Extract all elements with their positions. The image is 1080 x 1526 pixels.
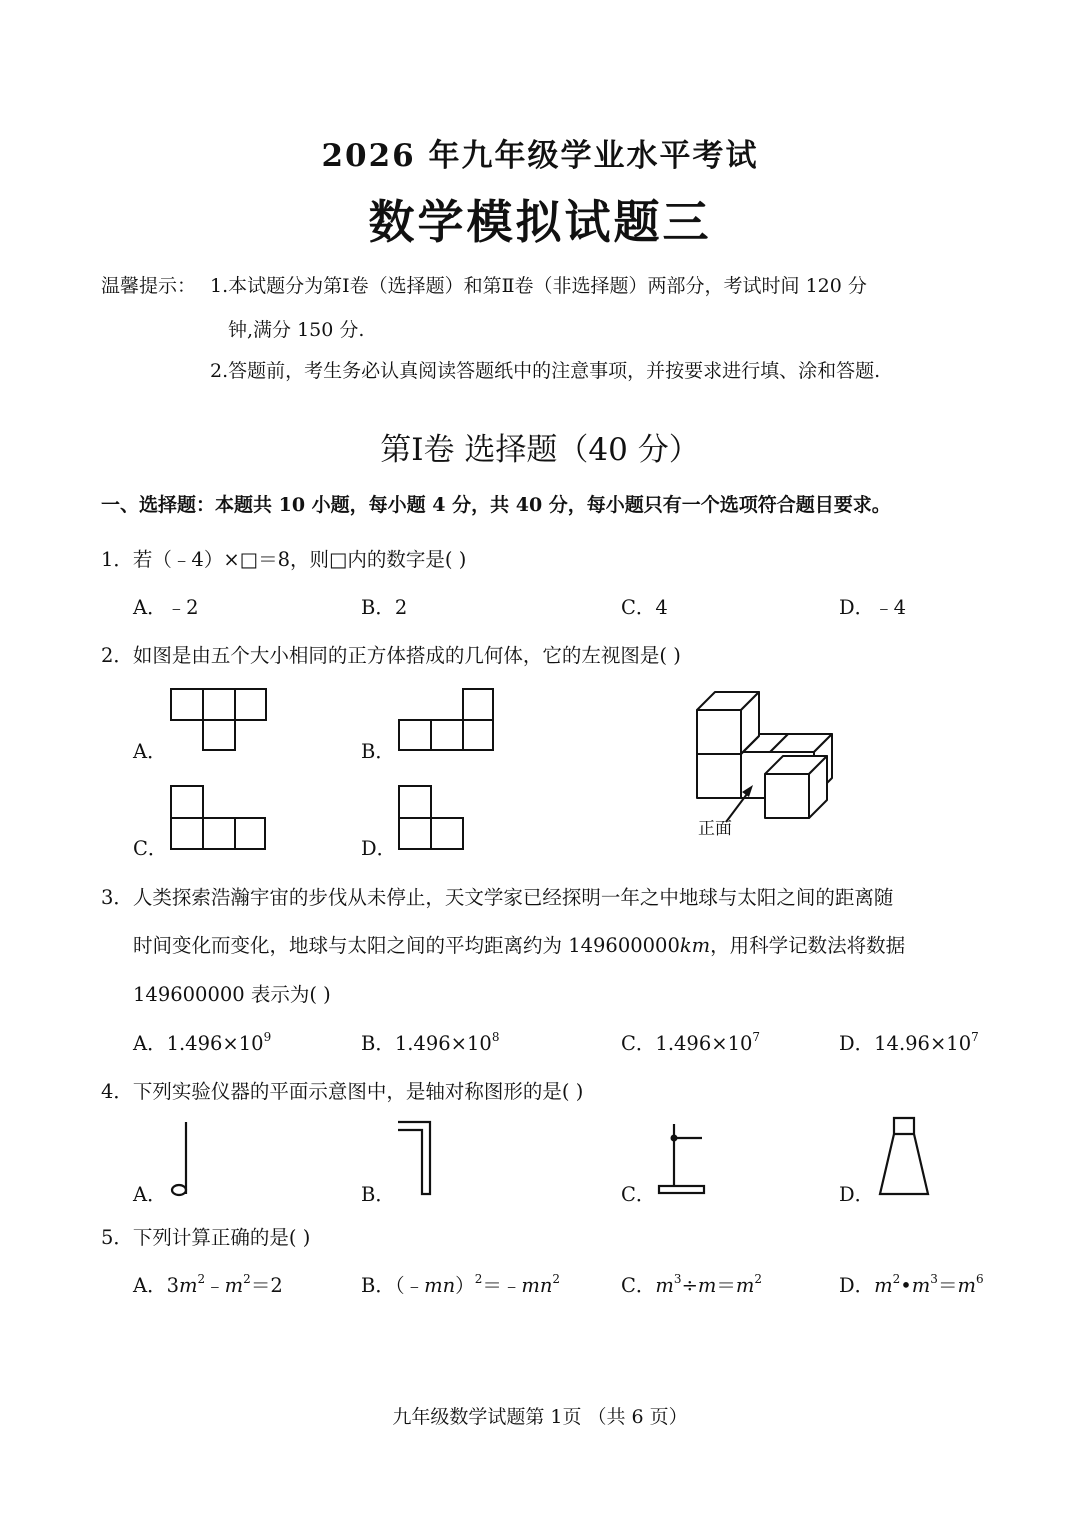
q4-instrument-c-figure [654,1120,714,1200]
q3-option-a: A．$1.496\times 10^9$ [133,1030,272,1055]
question-2-stem: 2．如图是由五个大小相同的正方体搭成的几何体，它的左视图是( ) [101,644,681,667]
q2-view-b-figure [398,688,496,752]
q4-option-a: A． [133,1183,167,1206]
section-title: 第Ⅰ卷 选择题（40 分） [380,432,700,468]
question-5-stem: 5．下列计算正确的是( ) [101,1226,311,1249]
notice-item-2: 2.答题前，考生务必认真阅读答题纸中的注意事项，并按要求进行填、涂和答题. [210,360,881,382]
question-1-stem: 1．若（﹣4）×□＝8，则□内的数字是( ) [101,548,467,571]
q2-view-a-figure [170,688,268,752]
q2-option-d: D． [361,837,397,860]
notice-item-1-cont: 钟,满分 150 分. [228,319,365,341]
question-3-stem-line1: 3．人类探索浩瀚宇宙的步伐从未停止，天文学家已经探明一年之中地球与太阳之间的距离随 [101,886,894,909]
exam-subtitle: 数学模拟试题三 [368,195,712,249]
notice-label: 温馨提示： [101,275,197,297]
q5-option-b: B．$(﹣mn)^2=﹣mn^2$ [361,1272,561,1297]
notice-item-1: 1.本试题分为第Ⅰ卷（选择题）和第Ⅱ卷（非选择题）两部分，考试时间 120 分 [210,275,867,297]
q1-option-d: D．﹣4 [839,596,907,619]
q2-option-c: C． [133,837,168,860]
q3-option-d: D．$14.96\times 10^7$ [839,1030,979,1055]
q2-option-a: A． [133,740,167,763]
q1-option-a: A．﹣2 [133,596,199,619]
q2-view-c-figure [170,785,268,851]
q3-option-b: B．$1.496\times 10^8$ [361,1030,500,1055]
question-3-stem-line2: 时间变化而变化，地球与太阳之间的平均距离约为 149600000km，用科学记数法将数据 [133,934,906,957]
page-footer: 九年级数学试题第 1页 （共 6 页） [392,1406,688,1428]
question-4-stem: 4．下列实验仪器的平面示意图中，是轴对称图形的是( ) [101,1080,584,1103]
q1-option-c: C．4 [621,596,668,619]
q1-option-b: B．2 [361,596,408,619]
question-3-stem-line3: 149600000 表示为( ) [133,983,331,1006]
q5-option-a: A．$3m^2﹣m^2=2$ [133,1272,283,1297]
q4-instrument-b-figure [396,1118,436,1198]
section-instruction: 一、选择题：本题共 10 小题，每小题 4 分，共 40 分，每小题只有一个选项符合题目要求。 [101,494,891,516]
q4-instrument-d-figure [874,1114,936,1200]
q4-option-b: B． [361,1183,395,1206]
exam-title: 2026 年九年级学业水平考试 [321,138,759,174]
q2-option-b: B． [361,740,395,763]
q5-option-d: D．$m^2•m^3=m^6$ [839,1272,984,1297]
q5-option-c: C．$m^3\div m=m^2$ [621,1272,763,1297]
q2-view-d-figure [398,785,466,851]
q4-option-c: C． [621,1183,656,1206]
q2-figure-label: 正面 [698,819,732,839]
q3-option-c: C．$1.496\times 10^7$ [621,1030,761,1055]
q4-instrument-a-figure [166,1120,196,1200]
q4-option-d: D． [839,1183,875,1206]
